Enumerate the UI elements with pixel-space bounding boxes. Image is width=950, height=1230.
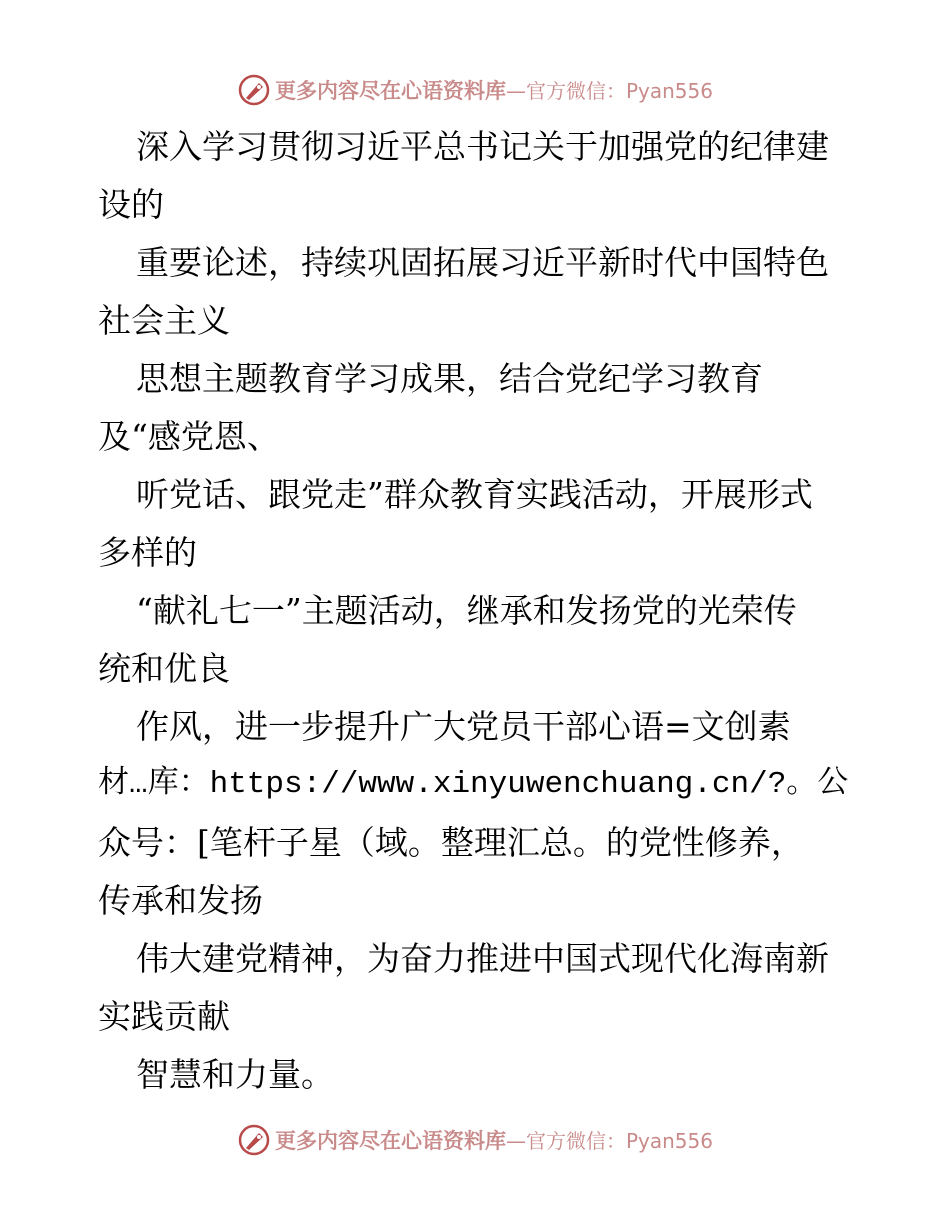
header-watermark — [0, 70, 950, 110]
watermark-tail: 官方微信：Pyan556 — [525, 79, 713, 103]
pen-nib-logo-icon — [237, 1123, 271, 1157]
text-line-url: 材…库：https://www.xinyuwenchuang.cn/?。公 — [98, 767, 849, 802]
text-line: 设的 — [98, 185, 164, 224]
watermark-bold: 更多内容尽在心语资料库 — [274, 1128, 506, 1153]
body-text — [98, 118, 858, 1104]
text-line: 传承和发扬 — [98, 881, 263, 920]
text-line: “献礼七一”主题活动，继承和发扬党的光荣传 — [136, 591, 797, 630]
header-watermark-text — [275, 75, 713, 105]
text-line: 伟大建党精神，为奋力推进中国式现代化海南新 — [136, 939, 829, 978]
text-line: 众号：[笔杆子星（域。整理汇总。的党性修养， — [98, 823, 804, 862]
text-line: 听党话、跟党走”群众教育实践活动，开展形式 — [136, 475, 813, 514]
watermark-tail: 官方微信：Pyan556 — [525, 1129, 713, 1153]
text-line: 作风，进一步提升广大党员干部心语=文创素 — [136, 707, 791, 746]
watermark-dash: — — [505, 79, 526, 103]
footer-watermark-text — [275, 1125, 713, 1155]
text-line: 社会主义 — [98, 301, 230, 340]
text-line: 思想主题教育学习成果，结合党纪学习教育 — [136, 359, 763, 398]
text-line: 重要论述，持续巩固拓展习近平新时代中国特色 — [136, 243, 829, 282]
text-line: 及“感党恩、 — [98, 417, 280, 456]
text-line: 深入学习贯彻习近平总书记关于加强党的纪律建 — [136, 127, 829, 166]
text-line: 智慧和力量。 — [136, 1055, 334, 1094]
text-line: 多样的 — [98, 533, 197, 572]
footer-watermark — [0, 1120, 950, 1160]
watermark-dash: — — [505, 1129, 526, 1153]
text-line: 实践贡献 — [98, 997, 230, 1036]
text-line: 统和优良 — [98, 649, 230, 688]
pen-nib-logo-icon — [237, 73, 271, 107]
watermark-bold: 更多内容尽在心语资料库 — [274, 78, 506, 103]
